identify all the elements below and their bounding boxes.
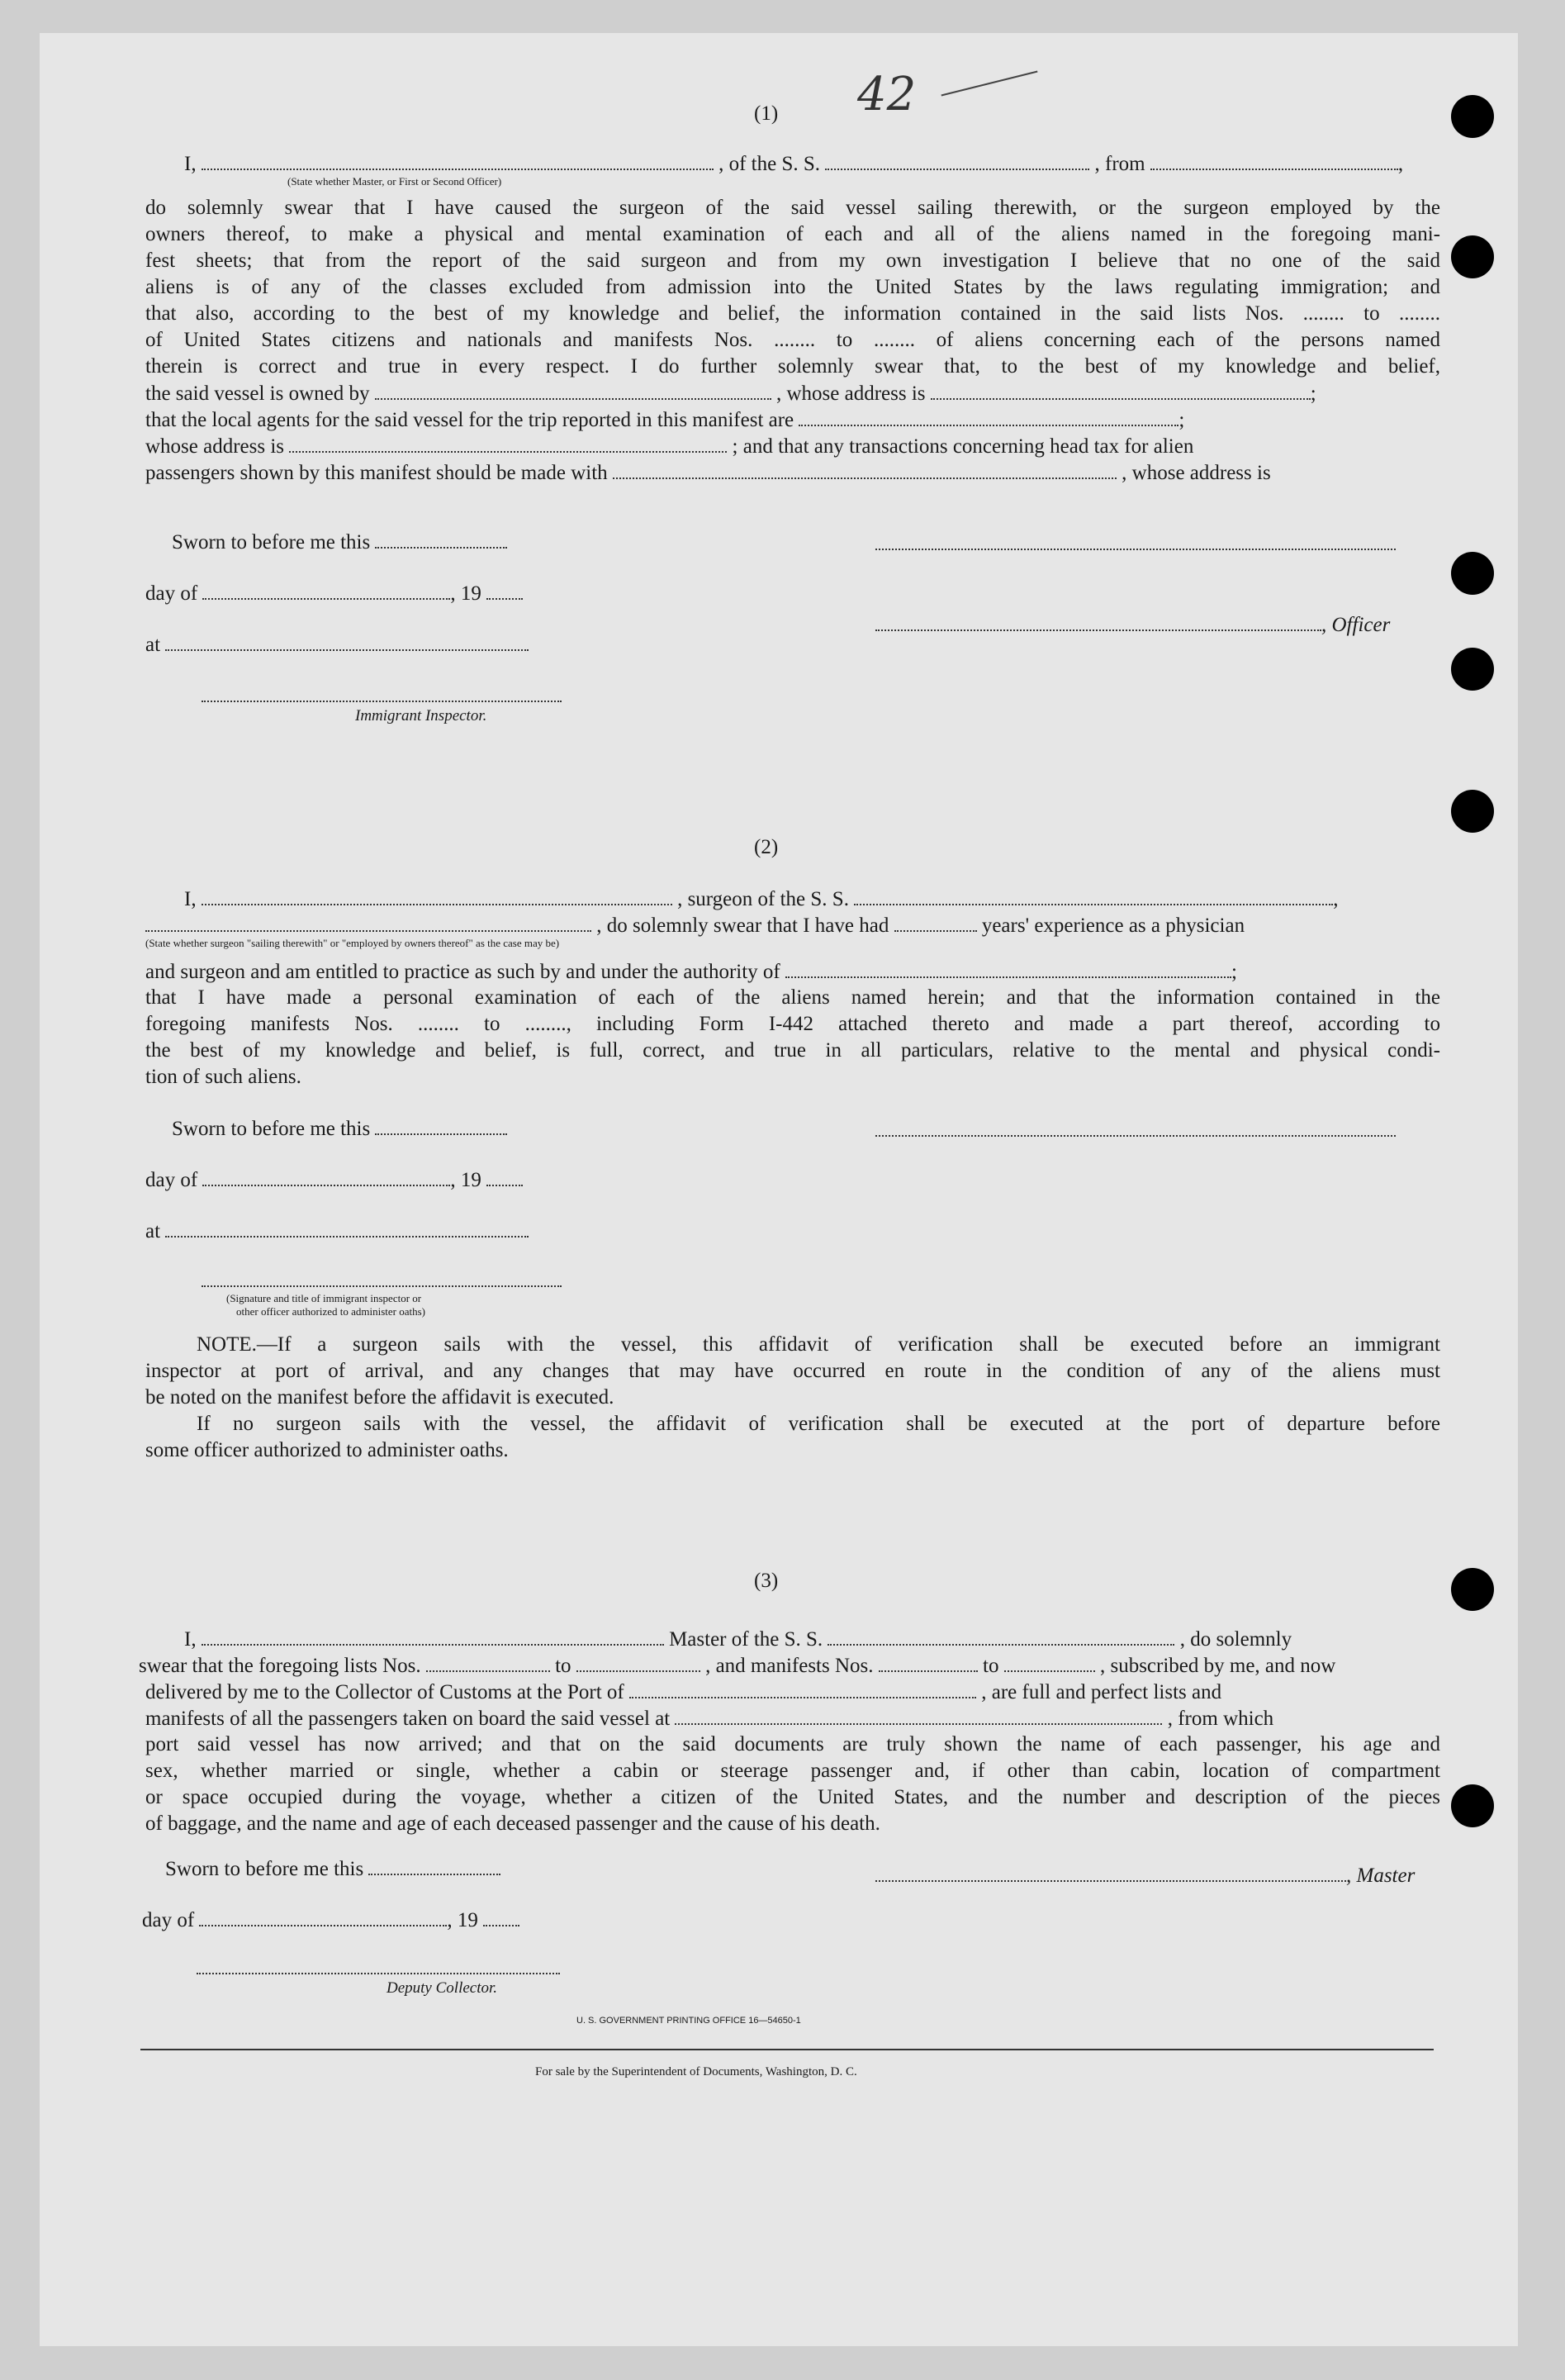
sig-caption-2: other officer authorized to administer oaths) (236, 1305, 425, 1318)
section3-delivered-line: delivered by me to the Collector of Customs at the Port of , are full and perfect lists and (145, 1679, 1221, 1706)
section3-month-field[interactable] (199, 1907, 447, 1926)
section2-at: at (145, 1218, 529, 1245)
manifest-verification-page (40, 33, 1518, 2346)
officer-line: , Officer (875, 611, 1390, 639)
owner-field[interactable] (375, 380, 771, 400)
passengers-line: passengers shown by this manifest should be made with , whose address is (145, 459, 1271, 487)
section1-year-field[interactable] (486, 580, 523, 600)
note-block: NOTE.—If a surgeon sails with the vessel, this affidavit of verification shall be executed before an immigrant inspector at port of arrival, and any changes that may have occurred en route in the condition of any of the aliens must be noted on the manifest before the affidavit is executed. If no surgeon sails with the vessel, the affidavit of verification shall be executed at the port of departure before some officer authorized to administer oaths. (145, 1333, 1440, 1461)
section1-sworn-day-field[interactable] (375, 529, 507, 549)
section3-day-of: day of , 19 (142, 1907, 519, 1934)
punch-hole-1 (1451, 95, 1494, 138)
port-of-arrival-field[interactable] (629, 1679, 976, 1698)
surgeon-capacity-field[interactable] (145, 912, 591, 932)
punch-hole-3 (1451, 552, 1494, 595)
punch-hole-2 (1451, 235, 1494, 278)
surgeon-name-field[interactable] (202, 886, 672, 905)
officer-title-field[interactable] (875, 611, 1321, 631)
owner-address-field[interactable] (931, 380, 1311, 400)
owned-by-line: the said vessel is owned by , whose address is ; (145, 380, 1316, 407)
section1-sworn: Sworn to before me this (172, 529, 507, 556)
section2-at-field[interactable] (165, 1218, 529, 1238)
section1-caption: (State whether Master, or First or Second Officer) (287, 175, 502, 188)
oath-officer-signature-line[interactable] (202, 1285, 562, 1287)
head-tax-contact-field[interactable] (613, 459, 1117, 479)
section3-sworn: Sworn to before me this (165, 1855, 500, 1883)
punch-hole-6 (1451, 1568, 1494, 1611)
surgeon-vessel-field[interactable] (854, 886, 1333, 905)
collector-caption: Deputy Collector. (387, 1979, 498, 1997)
section1-day-of: day of , 19 (145, 580, 523, 607)
section1-body: do solemnly swear that I have caused the surgeon of the said vessel sailing therewith, or the surgeon employed by the owners thereof, to make a physical and mental examination of each and all of the aliens named in the foregoing mani- fest sheets; that from the report of the said surgeon and from my own investigation I believe that no one of the said aliens is of any of the classes excluded from admission into the United States by the laws regulating immigration; and that also, according to the best of my knowledge and belief, the information contained in the said lists Nos. ........ to ........ of United States citizens and nationals and manifests Nos. ........ to ........ of aliens concerning each of the persons named therein is correct and true in every respect. I do further solemnly swear that, to the best of my knowledge and belief, (145, 197, 1440, 378)
inspector-caption: Immigrant Inspector. (355, 707, 487, 724)
section2-sworn: Sworn to before me this (172, 1115, 507, 1142)
footer-rule (140, 2049, 1434, 2050)
section3-number: (3) (754, 1570, 779, 1592)
surgeon-signature-line[interactable] (875, 1135, 1396, 1137)
section1-number: (1) (754, 102, 779, 125)
sale-notice: For sale by the Superintendent of Documents, Washington, D. C. (535, 2065, 857, 2078)
agent-address-field[interactable] (289, 433, 727, 453)
vessel-name-field[interactable] (825, 150, 1089, 170)
punch-hole-4 (1451, 648, 1494, 691)
section2-body: that I have made a personal examination of each of the aliens named herein; and that the information contained in the foregoing manifests Nos. ........ to ........, including Form I-442 attached thereto and made a part thereof, according to the best of my knowledge and belief, is full, correct, and true in all particulars, relative to the mental and physical condi- tion of such aliens. (145, 986, 1440, 1088)
section1-month-field[interactable] (202, 580, 450, 600)
master-signature-line: , Master (875, 1862, 1415, 1889)
section3-manifests-line: manifests of all the passengers taken on board the said vessel at , from which (145, 1705, 1273, 1732)
authority-line: and surgeon and am entitled to practice as such by and under the authority of ; (145, 958, 1237, 986)
from-port-field[interactable] (1150, 150, 1398, 170)
lists-from-field[interactable] (426, 1652, 550, 1672)
section3-year-field[interactable] (483, 1907, 519, 1926)
punch-hole-5 (1451, 790, 1494, 833)
section2-second-line: , do solemnly swear that I have had years' experience as a physician (145, 912, 1245, 939)
inspector-signature-line[interactable] (202, 701, 562, 702)
section3-first-line: I, Master of the S. S. , do solemnly (184, 1626, 1292, 1653)
section3-vessel-field[interactable] (828, 1626, 1174, 1646)
collector-signature-line[interactable] (197, 1973, 560, 1974)
section1-at: at (145, 631, 529, 658)
sig-caption-1: (Signature and title of immigrant inspector or (226, 1292, 422, 1304)
master-name-field[interactable] (202, 150, 714, 170)
lists-to-field[interactable] (576, 1652, 700, 1672)
years-experience-field[interactable] (894, 912, 977, 932)
manifests-from-field[interactable] (879, 1652, 978, 1672)
section2-month-field[interactable] (202, 1166, 450, 1186)
handwritten-page-number: 42 (857, 68, 917, 121)
section2-sworn-day-field[interactable] (375, 1115, 507, 1135)
section3-lists-line: swear that the foregoing lists Nos. to , and manifests Nos. to , subscribed by me, and now (139, 1652, 1335, 1679)
authority-field[interactable] (785, 958, 1231, 978)
section2-first-line: I, , surgeon of the S. S. , (184, 886, 1338, 913)
section3-sworn-day-field[interactable] (368, 1855, 500, 1875)
section2-number: (2) (754, 836, 779, 858)
section2-day-of: day of , 19 (145, 1166, 523, 1194)
master-signature-field[interactable] (875, 1862, 1346, 1882)
officer-signature-line[interactable] (875, 549, 1396, 550)
section1-first-line: I, , of the S. S. , from , (184, 150, 1403, 178)
section3-master-name-field[interactable] (202, 1626, 664, 1646)
handwritten-stroke-icon (941, 71, 1038, 97)
section1-at-field[interactable] (165, 631, 529, 651)
gpo-imprint: U. S. GOVERNMENT PRINTING OFFICE 16—54650-1 (576, 2016, 801, 2026)
section2-year-field[interactable] (486, 1166, 523, 1186)
punch-hole-7 (1451, 1784, 1494, 1827)
local-agents-field[interactable] (799, 406, 1178, 426)
section3-body: port said vessel has now arrived; and that on the said documents are truly shown the name of each passenger, his age and sex, whether married or single, whether a cabin or steerage passenger and, if other than cabin, location of compartment or space occupied during the voyage, whether a citizen of the United States, and the number and description of the pieces of baggage, and the name and age of each deceased passenger and the cause of his death. (145, 1733, 1440, 1835)
local-agents-line: that the local agents for the said vessel for the trip reported in this manifest are ; (145, 406, 1184, 434)
embarkation-port-field[interactable] (675, 1705, 1162, 1725)
agent-address-line: whose address is ; and that any transactions concerning head tax for alien (145, 433, 1193, 460)
manifests-to-field[interactable] (1004, 1652, 1095, 1672)
section2-caption: (State whether surgeon "sailing therewith" or "employed by owners thereof" as the case may be) (145, 937, 560, 949)
